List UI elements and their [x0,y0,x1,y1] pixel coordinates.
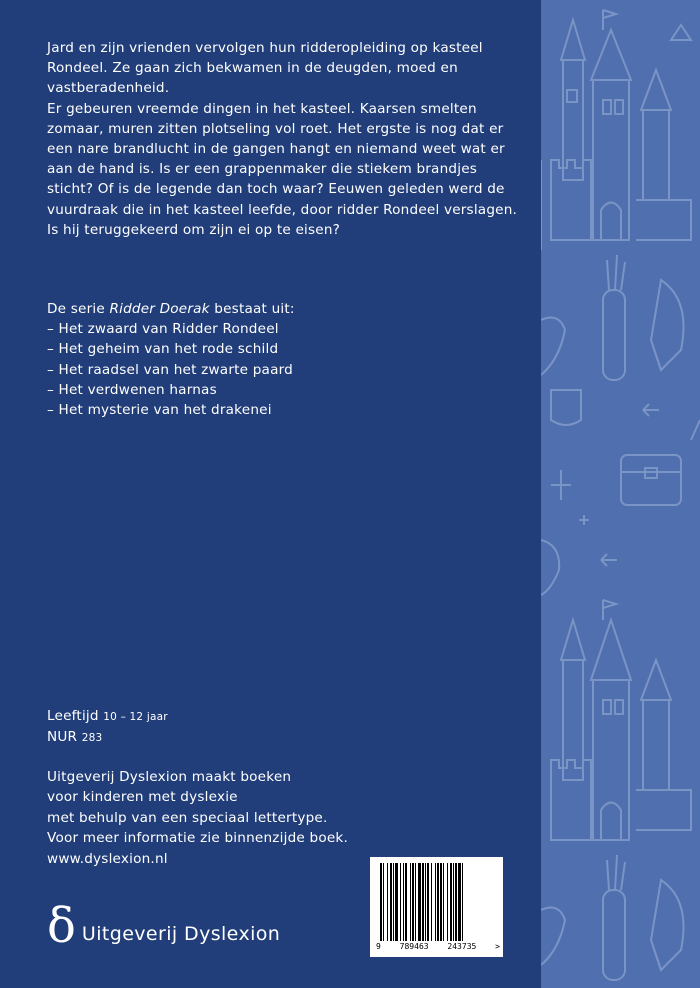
series-title: – Het mysterie van het drakenei [47,400,527,420]
age-line [47,706,168,727]
blurb [47,38,527,240]
barcode-end-mark: > [495,942,500,951]
age-label: Leeftijd [47,708,99,724]
barcode-digit-first: 9 [376,942,381,951]
series-title: – Het raadsel van het zwarte paard [47,360,527,380]
barcode-bars [370,857,503,942]
publisher-logo [47,898,281,954]
castle-pattern-illustration [541,0,700,988]
barcode-group-1: 789463 [399,942,429,951]
series-name: Ridder Doerak [109,301,210,317]
barcode-number [376,942,500,951]
series-intro [47,299,527,319]
publisher-info-line: met behulp van een speciaal lettertype. [47,809,328,826]
publisher-website: www.dyslexion.nl [47,850,168,867]
nur-line [47,727,168,748]
book-meta [47,706,168,748]
publisher-info-line: Uitgeverij Dyslexion maakt boeken [47,769,292,785]
nur-value: 283 [81,732,103,745]
age-value: 10 – 12 jaar [103,711,168,723]
publisher-name: Uitgeverij Dyslexion [81,923,281,945]
publisher-info-line: Voor meer informatie zie binnenzijde boek. [47,830,348,847]
nur-label: NUR [47,729,78,746]
blurb-paragraph-2: Er gebeuren vreemde dingen in het kasteel. Kaarsen smelten zomaar, muren zitten plotseling vol roet. Het ergste is nog dat er een nare brandlucht in de gangen hangt en niemand weet wat er aan de hand is. Is er een grappenmaker die stiekem brandjes sticht? Of is de legende dan toch waar? Eeuwen geleden werd de vuurdraak die in het kasteel leefde, door ridder Rondeel verslagen. Is hij teruggekeerd om zijn ei op te eisen? [47,100,518,238]
series-intro-prefix: De serie [47,301,110,317]
series-list [47,299,527,420]
series-title: – Het zwaard van Ridder Rondeel [47,319,527,339]
isbn-barcode [370,857,503,957]
delta-logo-icon: δ [47,898,76,954]
series-title: – Het geheim van het rode schild [47,339,527,359]
publisher-info [47,767,348,869]
blurb-paragraph-1: Jard en zijn vrienden vervolgen hun ridderopleiding op kasteel Rondeel. Ze gaan zich bekwamen in de deugden, moed en vastberadenheid. [47,40,483,97]
publisher-info-line: voor kinderen met dyslexie [47,789,238,806]
castle-pattern-panel [541,0,700,988]
series-intro-suffix: bestaat uit: [209,301,295,317]
series-title: – Het verdwenen harnas [47,380,527,400]
barcode-group-2: 243735 [447,942,477,951]
